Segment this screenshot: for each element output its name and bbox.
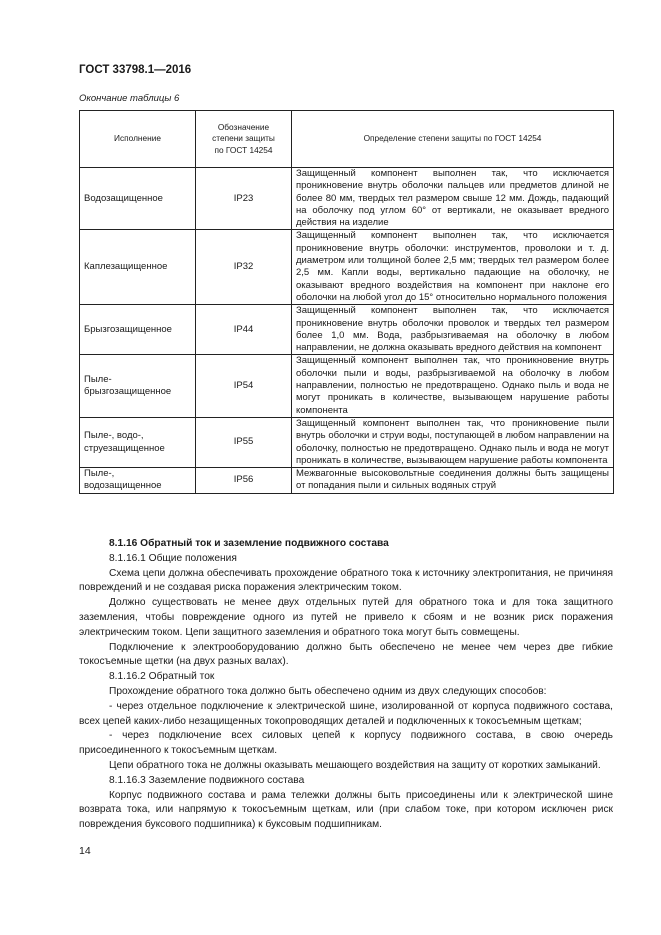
table-row [80,355,614,417]
section-heading: 8.1.16 Обратный ток и заземление подвижного состава [109,538,389,549]
paragraph: Прохождение обратного тока должно быть обеспечено одним из двух следующих способов: [109,685,547,697]
table-row [80,417,614,467]
row-ip-code: IP44 [196,305,292,355]
row-ip-code: IP55 [196,417,292,467]
document-header: ГОСТ 33798.1—2016 [79,64,192,76]
column-header-execution: Исполнение [80,111,196,168]
paragraph: Корпус подвижного состава и рама тележки должны быть присоединены или к электрической шине возврата тока, или напрямую к токосъемным щеткам, или (при слабом токе, при котором исключен риск повреждения буксового подшипника) к буксовым подшипникам. [79,789,613,831]
subsection-title: 8.1.16.1 Общие положения [109,552,237,564]
row-ip-code: IP56 [196,468,292,494]
subsection-title: 8.1.16.2 Обратный ток [109,671,215,683]
table-row [80,230,614,305]
row-execution: Брызгозащищенное [80,305,196,355]
protection-degree-table [79,110,614,494]
row-definition: Защищенный компонент выполнен так, что исключается проникновение внутрь оболочки проволок и твердых тел размером более 1,0 мм. Вода, разбрызгиваемая на оболочку в любом направлении, не должна оказывать вредного действия на компонент [292,305,614,355]
page-number: 14 [79,845,91,857]
row-execution: Пыле-, водо-, струезащищенное [80,417,196,467]
row-definition: Защищенный компонент выполнен так, что исключается проникновение внутрь оболочки пальцев или предметов длиной не более 80 мм, твердых тел размером свыше 12 мм. Дождь, падающий на оболочку под углом 60° от вертикали, не оказывает вредного действия на изделие [292,168,614,230]
row-execution: Пыле-брызгозащищенное [80,355,196,417]
paragraph: Цепи обратного тока не должны оказывать мешающего воздействия на защиту от коротких замыканий. [109,759,601,771]
table-row [80,468,614,494]
paragraph: Схема цепи должна обеспечивать прохождение обратного тока к источнику электропитания, не причиняя повреждений и не создавая риска поражения электрическим током. [79,567,613,594]
row-definition: Защищенный компонент выполнен так, что проникновение пыли внутрь оболочки и струи воды, поступающей в любом направлении на оболочку, полностью не предотвращено. Однако пыль и вода не могут проникать в количестве, вызывающем нарушение работы компонента [292,417,614,467]
subsection-title: 8.1.16.3 Заземление подвижного состава [109,774,305,786]
row-execution: Пыле-, водозащищенное [80,468,196,494]
paragraph: Подключение к электрооборудованию должно быть обеспечено не менее чем через две гибкие токосъемные щетки (на двух разных валах). [79,641,613,668]
row-definition: Защищенный компонент выполнен так, что проникновение внутрь оболочки пыли и воды, разбрызгиваемой на оболочку в любом направлении, полностью не предотвращено. Однако пыль и вода не могут проникать в количестве, вызывающем нарушение работы компонента [292,355,614,417]
list-item: - через подключение всех силовых цепей к корпусу подвижного состава, в свою очередь присоединенного к токосъемным щеткам. [79,730,613,757]
table-row [80,168,614,230]
table-caption: Окончание таблицы 6 [79,93,180,104]
column-header-definition: Определение степени защиты по ГОСТ 14254 [292,111,614,168]
column-header-designation: Обозначение степени защиты по ГОСТ 14254 [196,111,292,168]
section-body [79,537,613,833]
row-execution: Водозащищенное [80,168,196,230]
row-execution: Каплезащищенное [80,230,196,305]
row-ip-code: IP54 [196,355,292,417]
row-ip-code: IP32 [196,230,292,305]
list-item: - через отдельное подключение к электрической шине, изолированной от корпуса подвижного состава, всех цепей каких-либо незащищенных токопроводящих деталей и подключенных к токосъемным щеткам; [79,700,613,727]
row-definition: Межвагонные высоковольтные соединения должны быть защищены от попадания пыли и сильных водяных струй [292,468,614,494]
row-definition: Защищенный компонент выполнен так, что исключается проникновение внутрь оболочки: инструментов, проволоки и т. д. диаметром или толщиной более 2,5 мм; твердых тел размером более 2,5 мм. Капли воды, вертикально падающие на оболочку, не оказывают вредного воздействия на компонент при наклоне его оболочки на любой угол до 15° относительно нормального положения [292,230,614,305]
paragraph: Должно существовать не менее двух отдельных путей для обратного тока и для тока защитного заземления, чтобы повреждение одного из путей не привело к сбоям и не возник риск поражения электрическим током. Цепи защитного заземления и обратного тока могут быть совмещены. [79,597,613,638]
table-header-row [80,111,614,168]
row-ip-code: IP23 [196,168,292,230]
table-row [80,305,614,355]
